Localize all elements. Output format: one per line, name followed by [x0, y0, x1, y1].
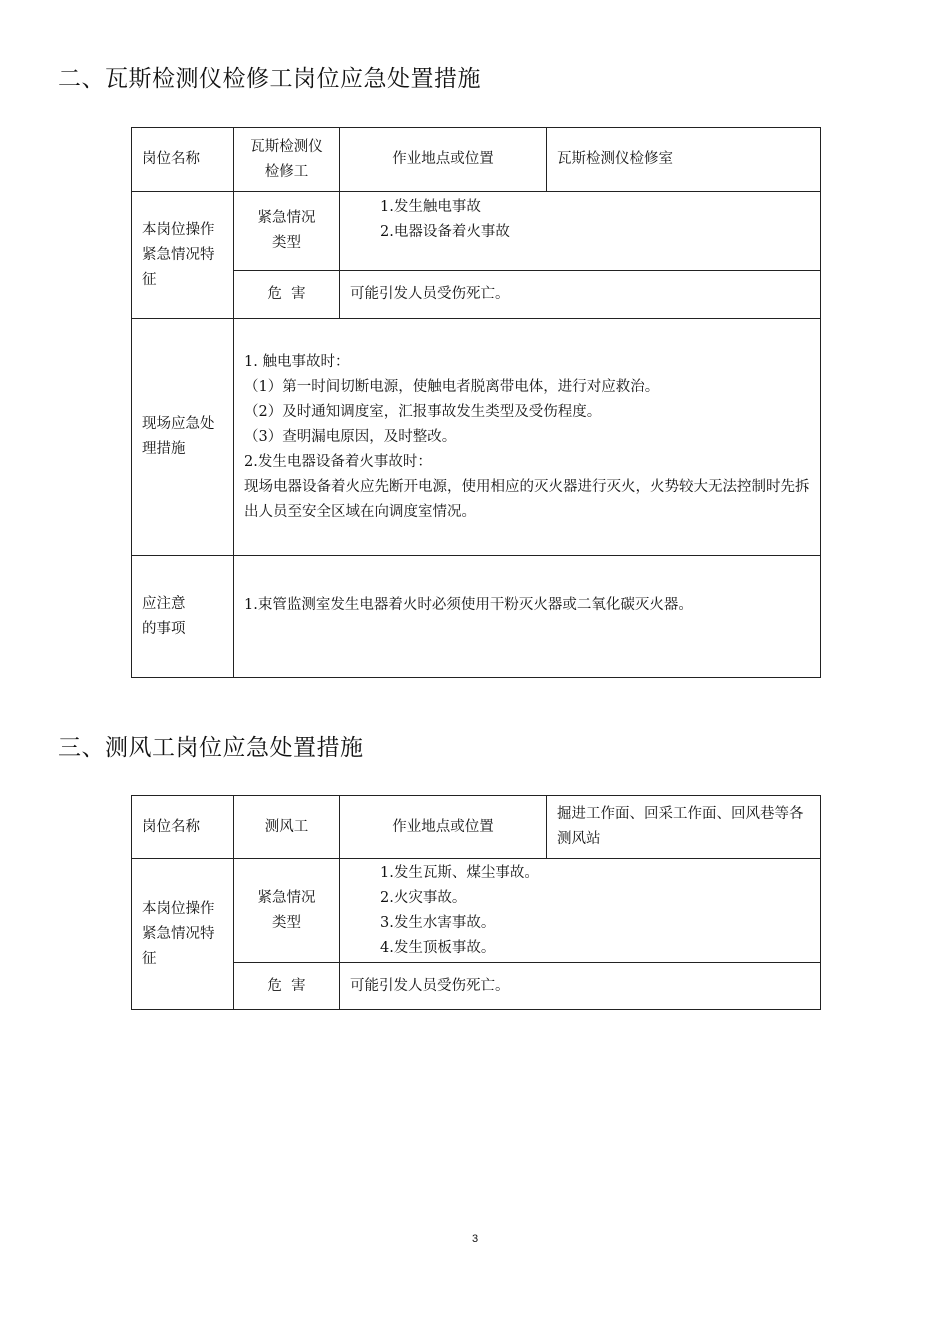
list-item: 2.发生电器设备着火事故时： — [244, 453, 432, 470]
hazard-value: 可能引发人员受伤死亡。 — [340, 963, 821, 1010]
features-label: 本岗位操作紧急情况特征 — [132, 859, 234, 1010]
notes-label: 应注意的事项 — [132, 556, 234, 678]
hazard-row — [132, 963, 821, 1010]
emergency-type-row — [132, 192, 821, 271]
post-name-label: 岗位名称 — [132, 128, 234, 192]
emergency-type-label: 紧急情况类型 — [234, 859, 340, 963]
measures-list — [234, 319, 821, 556]
features-label: 本岗位操作紧急情况特征 — [132, 192, 234, 319]
list-item: 1.发生触电事故 — [380, 199, 481, 215]
list-item: 1.发生瓦斯、煤尘事故。 — [380, 865, 539, 881]
section-2-title: 二、瓦斯检测仪检修工岗位应急处置措施 — [58, 66, 481, 92]
measures-row — [132, 319, 821, 556]
hazard-label: 危 害 — [234, 963, 340, 1010]
post-name-value: 测风工 — [234, 796, 340, 859]
list-item: （1）第一时间切断电源，使触电者脱离带电体，进行对应救治。 — [244, 378, 660, 395]
emergency-type-row — [132, 859, 821, 963]
list-item: 2.电器设备着火事故 — [380, 224, 510, 240]
notes-row — [132, 556, 821, 678]
hazard-label: 危 害 — [234, 271, 340, 319]
page-number: 3 — [471, 1233, 479, 1245]
list-item: 现场电器设备着火应先断开电源，使用相应的灭火器进行灭火，火势较大无法控制时先拆出人员至安全区域在向调度室情况。 — [244, 478, 810, 520]
emergency-type-label: 紧急情况类型 — [234, 192, 340, 271]
list-item: 1. 触电事故时： — [244, 353, 350, 370]
notes-value: 1.束管监测室发生电器着火时必须使用干粉灭火器或二氧化碳灭火器。 — [234, 556, 821, 678]
list-item: 3.发生水害事故。 — [380, 915, 496, 931]
post-row — [132, 128, 821, 192]
measures-label: 现场应急处理措施 — [132, 319, 234, 556]
post-name-label: 岗位名称 — [132, 796, 234, 859]
location-value: 掘进工作面、回采工作面、回风巷等各测风站 — [547, 796, 821, 859]
emergency-type-list — [340, 192, 821, 271]
hazard-row — [132, 271, 821, 319]
emergency-type-list — [340, 859, 821, 963]
list-item: 2.火灾事故。 — [380, 890, 467, 906]
list-item: （3）查明漏电原因，及时整改。 — [244, 428, 457, 445]
list-item: 4.发生顶板事故。 — [380, 940, 496, 956]
post-name-value: 瓦斯检测仪检修工 — [234, 128, 340, 192]
location-label: 作业地点或位置 — [340, 128, 547, 192]
section-3-title: 三、测风工岗位应急处置措施 — [58, 735, 364, 761]
list-item: （2）及时通知调度室，汇报事故发生类型及受伤程度。 — [244, 403, 602, 420]
section-2-table — [131, 127, 821, 678]
location-value: 瓦斯检测仪检修室 — [547, 128, 821, 192]
location-label: 作业地点或位置 — [340, 796, 547, 859]
hazard-value: 可能引发人员受伤死亡。 — [340, 271, 821, 319]
post-row — [132, 796, 821, 859]
section-3-table — [131, 795, 821, 1010]
